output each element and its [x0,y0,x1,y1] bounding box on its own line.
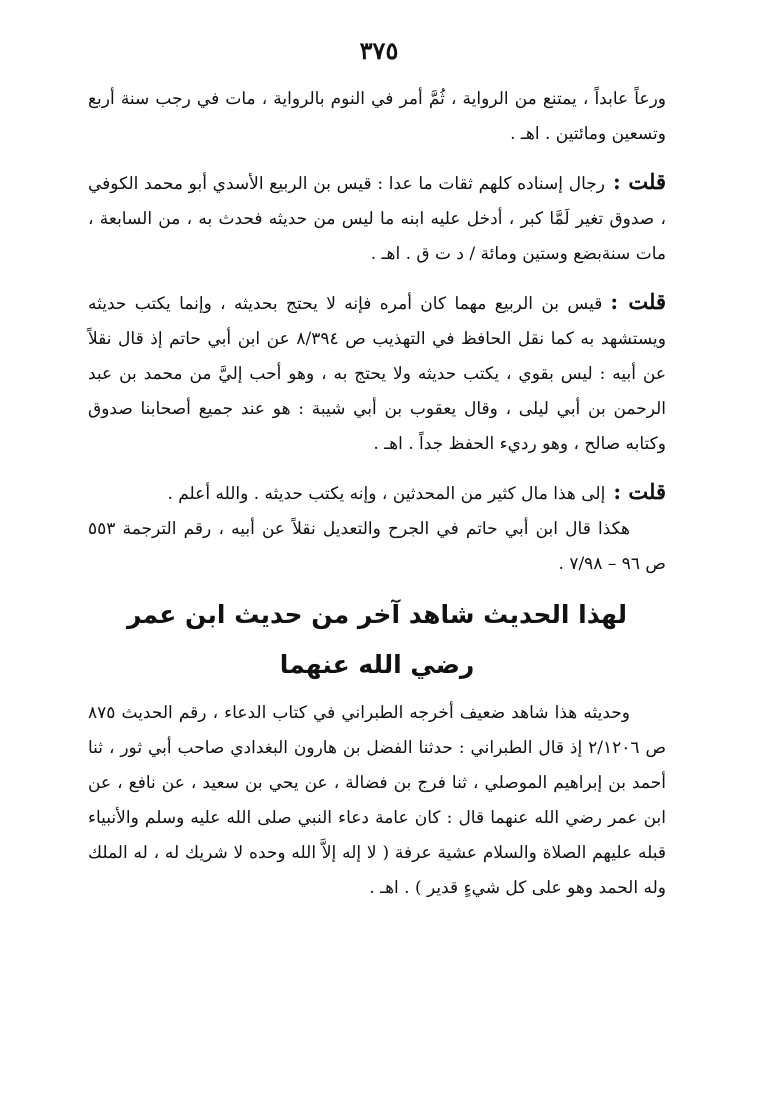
paragraph-qult-2 [88,284,666,462]
paragraph-qult-3 [88,474,666,512]
section-heading [88,590,666,690]
qult-label: قلت : [612,169,666,194]
paragraph-text: رجال إسناده كلهم ثقات ما عدا : قيس بن الربيع الأسدي أبو محمد الكوفي ، صدوق تغير لَمَّا كبر ، أدخل عليه ابنه ما ليس من حديثه فحدث به ، من السابعة ، مات سنةبضع وستين ومائة / د ت ق . اهـ . [88,174,666,264]
page-number: ٣٧٥ [359,36,399,65]
paragraph-hadith: وحديثه هذا شاهد ضعيف أخرجه الطبراني في كتاب الدعاء ، رقم الحديث ٨٧٥ ص ٢/١٢٠٦ إذ قال الطبراني : حدثنا الفضل بن هارون البغدادي صاحب أبي ثور ، ثنا أحمد بن إبراهيم الموصلي ، ثنا فرج بن فضالة ، عن يحي بن سعيد ، عن نافع ، عن ابن عمر رضي الله عنهما قال : كان عامة دعاء النبي صلى الله عليه وسلم والأنبياء قبله عليهم الصلاة والسلام عشية عرفة ( لا إله إلاَّ الله وحده لا شريك له ، له الملك وله الحمد وهو على كل شيءٍ قدير ) . اهـ . [88,703,666,898]
page-body [88,82,666,906]
paragraph-text: إلى هذا مال كثير من المحدثين ، وإنه يكتب حديثه . والله أعلم . [167,484,606,504]
paragraph-continuation: ورعاً عابداً ، يمتنع من الرواية ، ثُمَّ أمر في النوم بالرواية ، مات في رجب سنة أربع وتسعين ومائتين . اهـ . [88,89,666,144]
section-heading-line-1: لهذا الحديث شاهد آخر من حديث ابن عمر [126,600,628,629]
qult-label: قلت : [613,479,666,504]
paragraph-qult-1 [88,164,666,272]
paragraph-text: قيس بن الربيع مهما كان أمره فإنه لا يحتج بحديثه ، وإنما يكتب حديثه ويستشهد به كما نقل الحافظ في التهذيب ص ٨/٣٩٤ عن ابن أبي حاتم إذ قال نقلاً عن أبيه : ليس بقوي ، يكتب حديثه ولا يحتج به ، وهو أحب إليَّ من محمد بن عبد الرحمن بن أبي ليلى ، وقال يعقوب بن أبي شيبة : هو عند جميع أصحابنا صدوق وكتابه صالح ، وهو رديء الحفظ جداً . اهـ . [88,294,666,454]
qult-label: قلت : [610,289,666,314]
paragraph-citation: هكذا قال ابن أبي حاتم في الجرح والتعديل نقلاً عن أبيه ، رقم الترجمة ٥٥٣ ص ٩٦ – ٧/٩٨ . [88,519,666,574]
section-heading-line-2: رضي الله عنهما [279,650,475,679]
